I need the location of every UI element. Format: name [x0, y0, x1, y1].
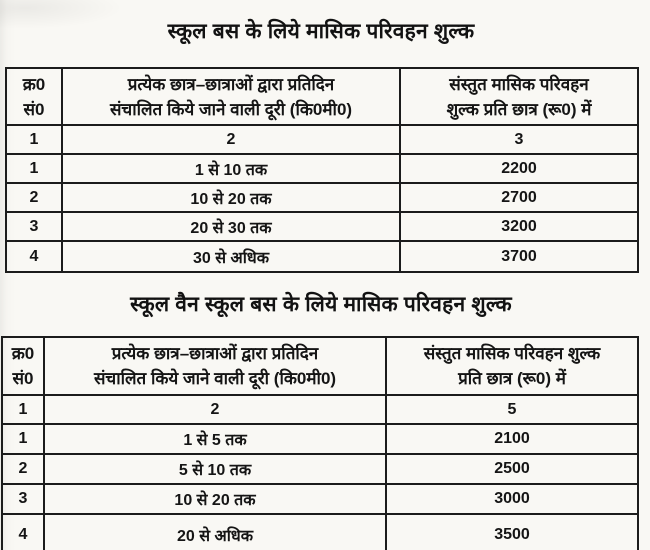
cell-fee: 3000: [387, 485, 637, 515]
van-table-title: स्कूल वैन स्कूल बस के लिये मासिक परिवहन शुल्क: [130, 293, 512, 316]
cell-distance: 10 से 20 तक: [45, 485, 387, 515]
cell-distance: 30 से अधिक: [63, 242, 401, 271]
bus-colnum-1: 1: [7, 126, 63, 155]
header-line: प्रत्येक छात्र–छात्राओं द्वारा प्रतिदिन: [127, 74, 335, 94]
cell-fee: 3700: [501, 247, 537, 265]
header-line: क्र0: [11, 344, 35, 363]
bus-colnum-3: 3: [401, 126, 637, 155]
cell-distance: 5 से 10 तक: [45, 455, 387, 485]
cell-distance: 20 से 30 तक: [63, 213, 401, 242]
bus-header-serial: [7, 69, 63, 126]
header-line: संचालित किये जाने वाली दूरी (कि0मी0): [93, 369, 337, 388]
van-fee-table: [1, 336, 639, 550]
cell-serial: 1: [3, 425, 45, 455]
header-line: शुल्क प्रति छात्र (रू0) में: [446, 99, 592, 119]
header-line: संस्तुत मासिक परिवहन: [449, 74, 589, 94]
cell-distance: 10 से 20 तक: [63, 184, 401, 213]
cell-distance: 20 से अधिक: [45, 515, 387, 550]
van-header-fee: [387, 338, 637, 396]
header-line: संस्तुत मासिक परिवहन शुल्क: [423, 344, 601, 363]
header-line: क्र0: [22, 74, 46, 94]
header-line: संचालित किये जाने वाली दूरी (कि0मी0): [109, 99, 353, 119]
cell-serial: 1: [7, 155, 63, 184]
van-colnum-1: 1: [3, 396, 45, 425]
cell-distance: 1 से 5 तक: [45, 425, 387, 455]
bus-header-fee: [401, 69, 637, 126]
header-line: प्रति छात्र (रू0) में: [458, 369, 566, 388]
cell-fee: 2100: [387, 425, 637, 455]
van-header-serial: [3, 338, 45, 396]
cell-serial: 3: [3, 485, 45, 515]
bus-header-distance: [63, 69, 401, 126]
cell-fee: 2500: [387, 455, 637, 485]
cell-fee: 3200: [401, 213, 637, 242]
van-colnum-3: 5: [387, 396, 637, 425]
cell-serial: 2: [3, 455, 45, 485]
header-line: सं0: [12, 369, 34, 388]
van-header-distance: [45, 338, 387, 396]
header-line: सं0: [23, 99, 45, 119]
bus-colnum-2: 2: [63, 126, 401, 155]
bus-table-title: स्कूल बस के लिये मासिक परिवहन शुल्क: [167, 20, 475, 43]
cell-serial: 4: [3, 515, 45, 550]
cell-serial: 4: [7, 242, 63, 271]
van-colnum-2: 2: [45, 396, 387, 425]
header-line: प्रत्येक छात्र–छात्राओं द्वारा प्रतिदिन: [111, 344, 319, 363]
cell-distance: 1 से 10 तक: [63, 155, 401, 184]
cell-fee: 2200: [401, 155, 637, 184]
cell-serial: 2: [7, 184, 63, 213]
bus-fee-table: [5, 67, 639, 273]
cell-fee: 2700: [401, 184, 637, 213]
cell-fee: 3500: [494, 526, 530, 543]
cell-serial: 3: [7, 213, 63, 242]
